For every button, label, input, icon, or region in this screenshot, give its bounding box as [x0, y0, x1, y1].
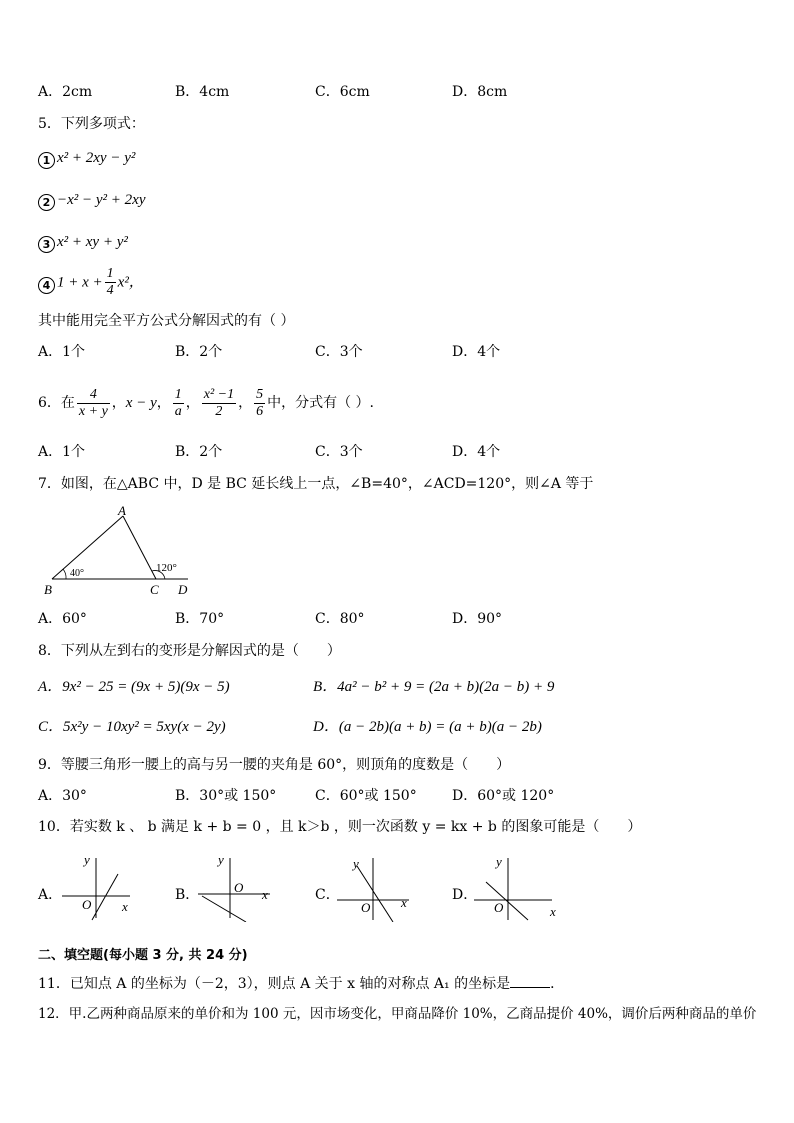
function-line: [202, 896, 246, 922]
q6-option-b[interactable]: B．2个: [175, 444, 223, 460]
q8-option-a[interactable]: A．9x² − 25 = (9x + 5)(9x − 5): [38, 679, 230, 695]
q5-item-4-expr-before: 1 + x +: [57, 274, 103, 291]
graph-a[interactable]: [60, 852, 140, 922]
side-ab: [52, 516, 123, 579]
q8-option-c[interactable]: C．5x²y − 10xy² = 5xy(x − 2y): [38, 719, 226, 735]
q11-stem: 11．已知点 A 的坐标为（－2，3），则点 A 关于 x 轴的对称点 A₁ 的坐标是 ．: [38, 976, 565, 992]
fraction: $\frac{4}{x + y}$: [78, 386, 108, 419]
triangle-figure: [38, 503, 198, 598]
answer-blank[interactable]: [510, 975, 550, 988]
svg-text:O: O: [234, 880, 244, 895]
vertex-d-label: D: [178, 582, 188, 597]
q8-stem: 8．下列从左到右的变形是分解因式的是（ ）: [38, 643, 341, 659]
q5-item-1: [38, 149, 135, 169]
q7-option-b[interactable]: B．70°: [175, 611, 225, 627]
q5-item-3: [38, 233, 128, 253]
q5-stem: 5．下列多项式：: [38, 116, 145, 132]
q6-option-a[interactable]: A．1个: [38, 444, 86, 460]
q8-option-b[interactable]: B．4a² − b² + 9 = (2a + b)(2a − b) + 9: [313, 679, 555, 695]
q4-option-b[interactable]: B．4cm: [175, 84, 230, 100]
svg-text:x: x: [122, 899, 128, 914]
q8-option-d[interactable]: D．(a − 2b)(a + b) = (a + b)(a − 2b): [313, 719, 542, 735]
q4-option-d[interactable]: D．8cm: [452, 84, 508, 100]
q9-option-a[interactable]: A．30°: [38, 788, 87, 804]
svg-text:x: x: [550, 904, 556, 919]
q12-stem: 12．甲.乙两种商品原来的单价和为 100 元，因市场变化，甲商品降价 10%，乙商品提价 40%，调价后两种商品的单价: [38, 1006, 757, 1022]
fraction: $\frac{1}{a}$: [174, 386, 182, 419]
svg-text:x: x: [401, 895, 407, 910]
q4-option-a[interactable]: A．2cm: [38, 84, 93, 100]
q4-option-c[interactable]: C．6cm: [315, 84, 370, 100]
svg-text:y: y: [218, 852, 224, 867]
q9-option-b[interactable]: B．30°或 150°: [175, 788, 277, 804]
circled-number: 1: [38, 152, 55, 169]
section-title: 二、填空题(每小题 3 分, 共 24 分): [38, 948, 248, 963]
graph-c[interactable]: [335, 852, 415, 922]
circled-number: 2: [38, 194, 55, 211]
q10-option-b[interactable]: B．: [175, 887, 200, 903]
svg-text:y: y: [84, 852, 90, 867]
vertex-c-label: C: [150, 582, 159, 597]
q7-option-a[interactable]: A．60°: [38, 611, 87, 627]
fraction: $\frac{\text{x² −1}}{2}$: [203, 386, 235, 419]
graph-d[interactable]: [472, 852, 562, 922]
q6-stem: 6．在 $\frac{4}{x + y}$ ，x − y， $\frac{1}{a}$ ， $\frac{\text{x² −1}}{2}$ ， $\frac{5}{6}$ 中，分式有（ ）.: [38, 386, 374, 419]
q5-question: 其中能用完全平方公式分解因式的有（ ）: [38, 313, 295, 329]
q9-option-c[interactable]: C．60°或 150°: [315, 788, 417, 804]
vertex-b-label: B: [44, 582, 52, 597]
vertex-a-label: A: [118, 503, 126, 518]
q5-option-a[interactable]: A．1个: [38, 344, 86, 360]
angle-b-label: 40°: [70, 568, 84, 579]
q10-option-a[interactable]: A．: [38, 887, 63, 903]
q9-stem: 9．等腰三角形一腰上的高与另一腰的夹角是 60°，则顶角的度数是（ ）: [38, 757, 511, 773]
svg-text:x: x: [262, 887, 268, 902]
q5-item-2-expr: −x² − y² + 2xy: [57, 192, 146, 208]
q6-option-d[interactable]: D．4个: [452, 444, 501, 460]
svg-text:y: y: [496, 854, 502, 869]
svg-text:O: O: [82, 897, 92, 912]
svg-text:O: O: [361, 900, 371, 915]
q5-item-1-expr: x² + 2xy − y²: [57, 150, 136, 166]
q9-option-d[interactable]: D．60°或 120°: [452, 788, 555, 804]
q5-item-4-expr-after: x²，: [117, 274, 144, 291]
q7-option-c[interactable]: C．80°: [315, 611, 365, 627]
angle-b-arc: [63, 569, 66, 579]
q7-stem: 7．如图，在△ABC 中，D 是 BC 延长线上一点，∠B=40°，∠ACD=120°，则∠A 等于: [38, 476, 594, 492]
fraction: $\frac{1}{4}$: [106, 266, 114, 298]
function-line: [486, 882, 528, 920]
q5-option-b[interactable]: B．2个: [175, 344, 223, 360]
q5-item-4: [38, 266, 144, 299]
svg-text:O: O: [494, 900, 504, 915]
q5-option-c[interactable]: C．3个: [315, 344, 363, 360]
q7-option-d[interactable]: D．90°: [452, 611, 503, 627]
svg-text:y: y: [353, 856, 359, 871]
fraction: $\frac{5}{6}$: [256, 386, 264, 419]
q10-option-d[interactable]: D．: [452, 887, 478, 903]
graph-b[interactable]: [196, 852, 276, 922]
side-ac: [123, 516, 156, 579]
circled-number: 4: [38, 277, 55, 294]
q5-option-d[interactable]: D．4个: [452, 344, 501, 360]
angle-acd-label: 120°: [156, 562, 177, 574]
circled-number: 3: [38, 236, 55, 253]
q10-stem: 10．若实数 k 、 b 满足 k + b = 0 ，且 k＞b ，则一次函数 y = kx + b 的图象可能是（ ）: [38, 819, 642, 835]
q5-item-3-expr: x² + xy + y²: [57, 234, 128, 250]
q5-item-2: [38, 191, 146, 211]
q6-option-c[interactable]: C．3个: [315, 444, 363, 460]
q10-option-c[interactable]: C．: [315, 887, 340, 903]
